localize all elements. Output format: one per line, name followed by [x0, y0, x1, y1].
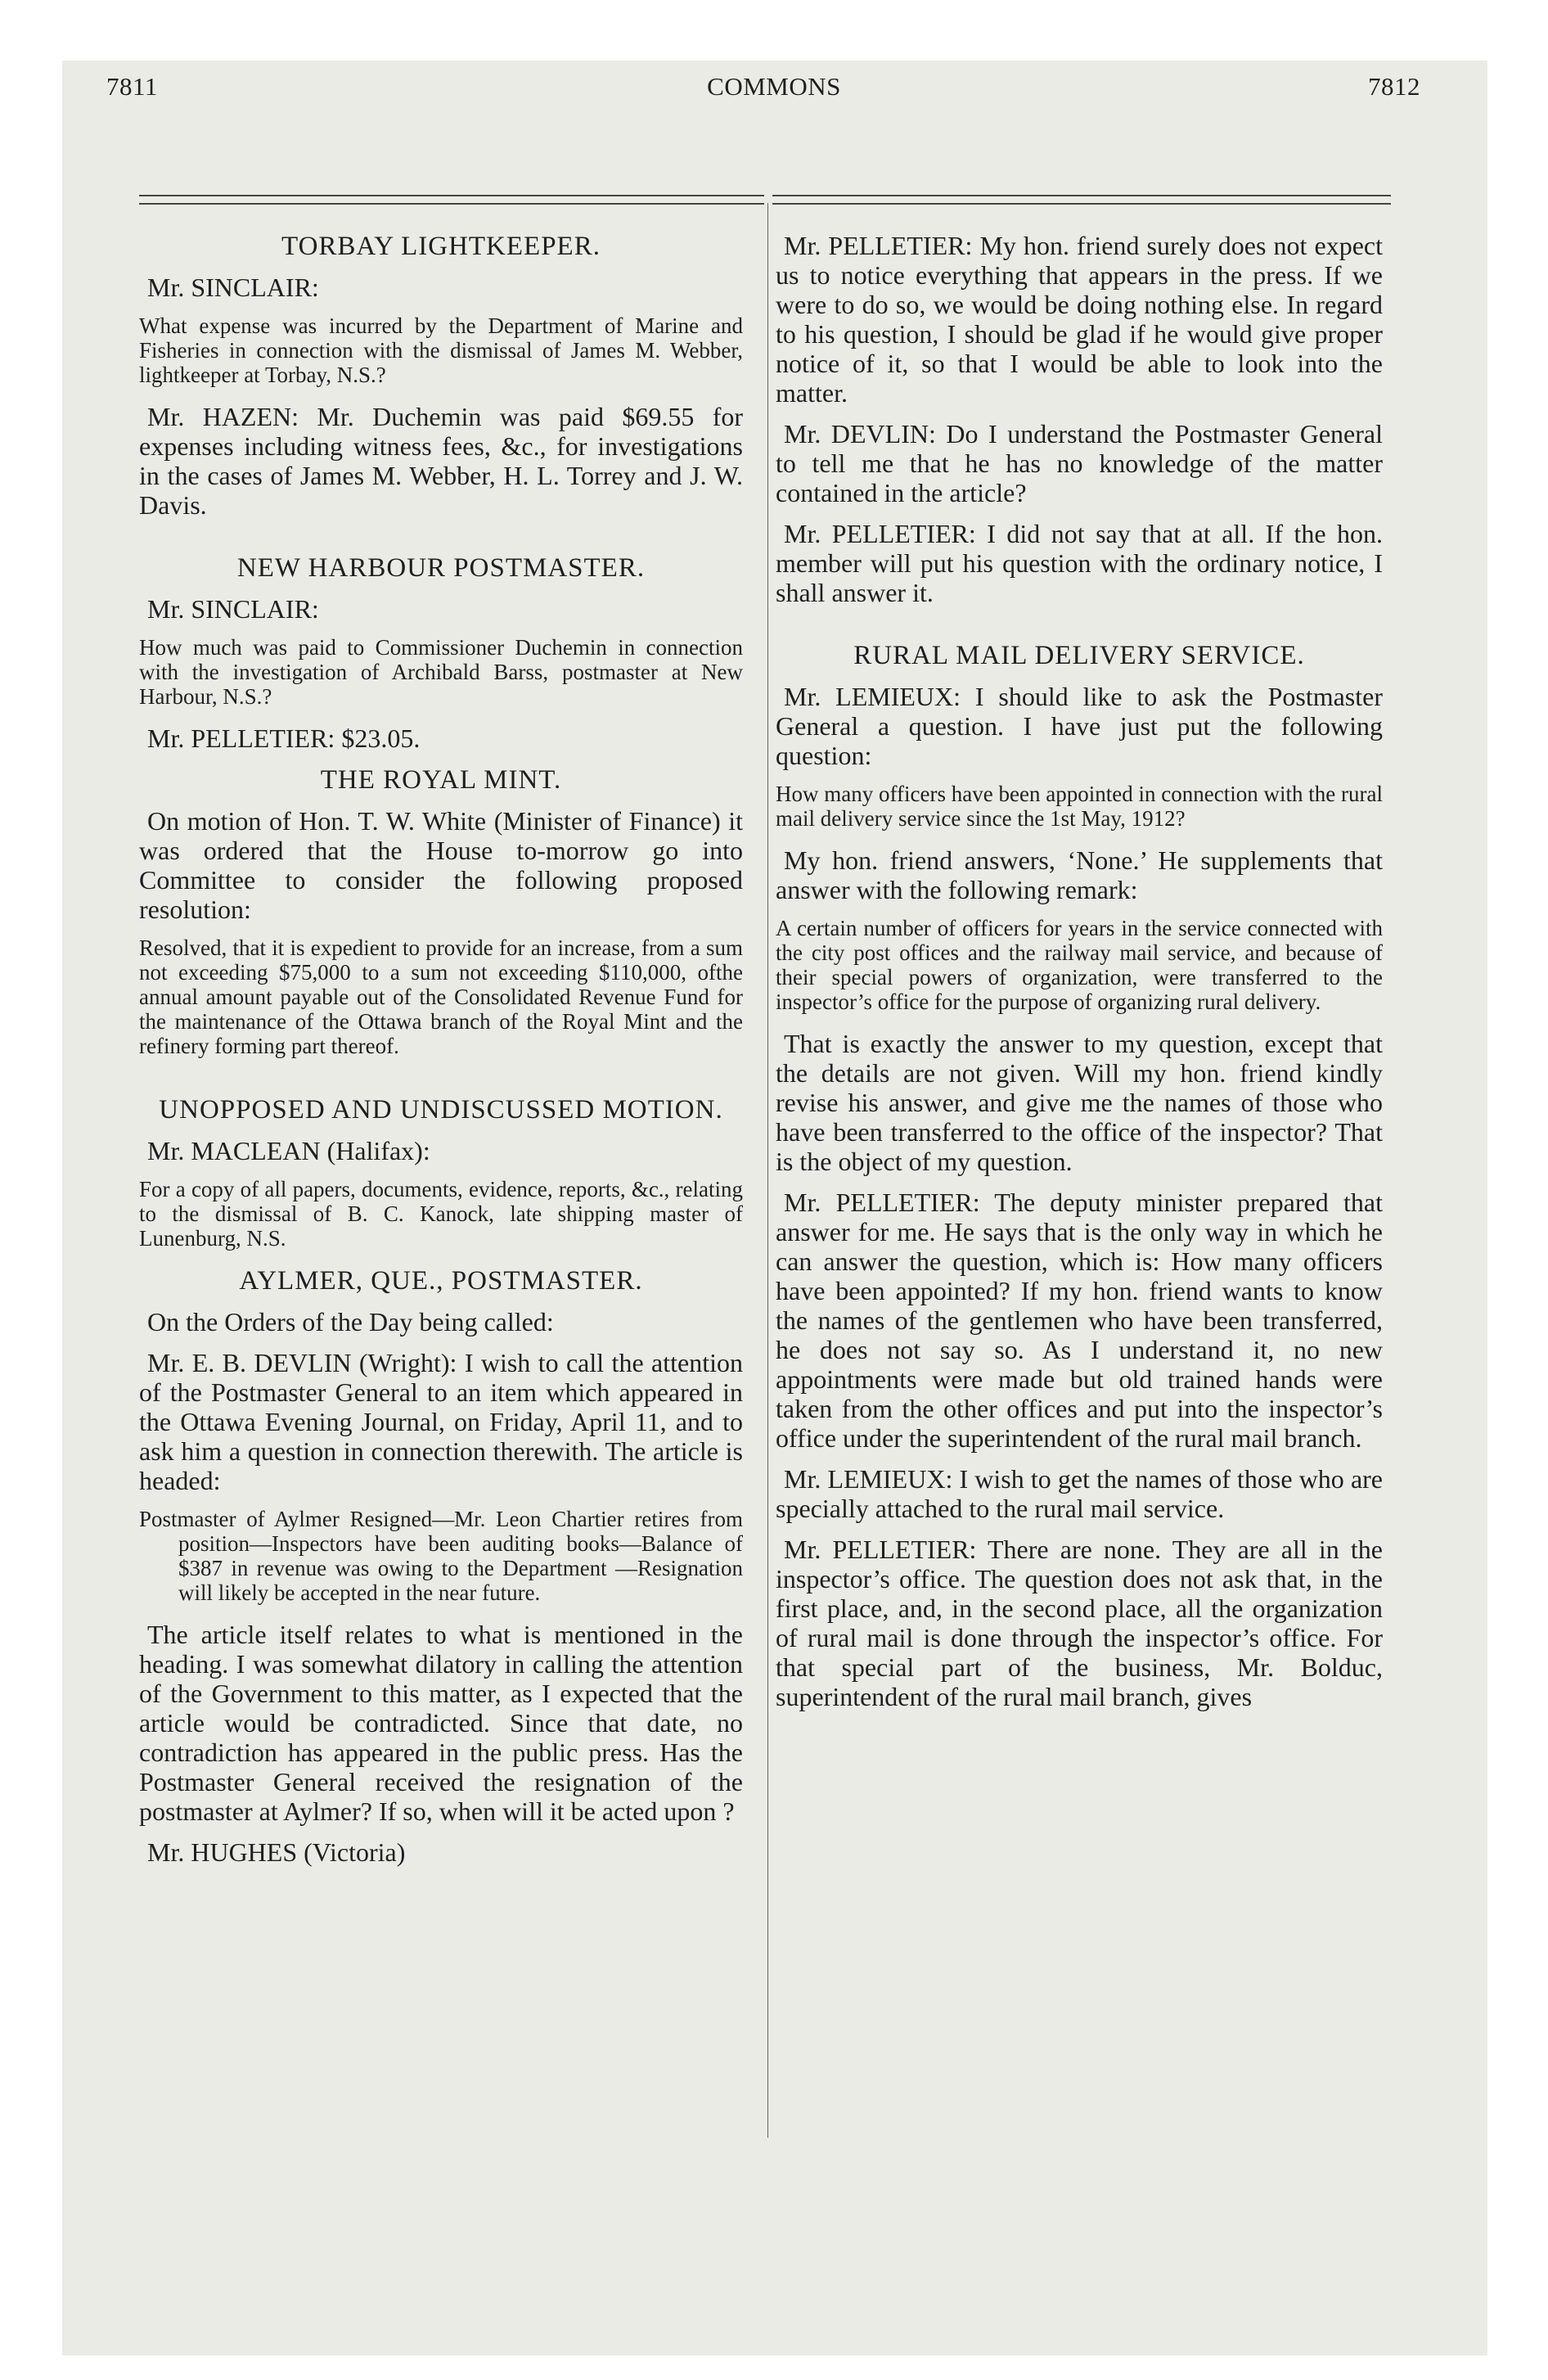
written-question: How many officers have been appointed in connection with the rural mail delivery service since the 1st May, 1912?: [776, 782, 1383, 831]
body-paragraph: Mr. PELLETIER: I did not say that at all. If the hon. member will put his question with the ordinary notice, I shall answer it.: [776, 519, 1383, 607]
body-paragraph: Mr. DEVLIN: Do I understand the Postmaster General to tell me that he has no knowledge of the matter contained in the article?: [776, 419, 1383, 507]
body-paragraph: On the Orders of the Day being called:: [147, 1307, 554, 1336]
body-paragraph: Mr. PELLETIER: The deputy minister prepared that answer for me. He says that is the only way in which he can answer the question, which is: How many officers have been appointed? If my hon. friend wants to know the names of the gentlemen who have been transferred, he does not say so. As I understand it, no new appointments were made but old trained hands were taken from the other offices and put into the inspector’s office under the superintendent of the rural mail branch.: [776, 1188, 1383, 1453]
section-heading: RURAL MAIL DELIVERY SERVICE.: [853, 641, 1305, 670]
header-rule: [772, 203, 1391, 205]
section-heading: AYLMER, QUE., POSTMASTER.: [239, 1266, 643, 1296]
written-question: How much was paid to Commissioner Duchemin in connection with the investigation of Archibald Barss, postmaster at New Harbour, N.S.?: [139, 635, 743, 709]
quoted-remark: A certain number of officers for years in the service connected with the city post offices and the railway mail service, and because of their special powers of organization, were transferred to the inspector’s office for the purpose of organizing rural delivery.: [776, 916, 1383, 1014]
body-paragraph: Mr. E. B. DEVLIN (Wright): I wish to call the attention of the Postmaster General to an item which appeared in the Ottawa Evening Journal, on Friday, April 11, and to ask him a question in connection therewith. The article is headed:: [139, 1348, 743, 1495]
column-divider: [767, 203, 768, 2138]
running-header-title: COMMONS: [707, 72, 841, 101]
body-paragraph: Mr. PELLETIER: There are none. They are all in the inspector’s office. The question does not ask that, in the first place, and, in the second place, all the organization of rural mail is done through the inspector’s office. For that special part of the business, Mr. Bolduc, superintendent of the rural mail branch, gives: [776, 1535, 1383, 1711]
left-column: [139, 231, 743, 1878]
speaker-line: Mr. SINCLAIR:: [147, 594, 319, 624]
section-heading: UNOPPOSED AND UNDISCUSSED MOTION.: [159, 1095, 723, 1125]
body-paragraph: Mr. LEMIEUX: I should like to ask the Postmaster General a question. I have just put the following question:: [776, 682, 1383, 770]
page-number-right: 7812: [1368, 72, 1420, 101]
right-column: [776, 231, 1383, 1723]
body-paragraph: Mr. PELLETIER: My hon. friend surely does not expect us to notice everything that appears in the press. If we were to do so, we would be doing nothing else. In regard to his question, I should be glad if he would give proper notice of it, so that I would be able to look into the matter.: [776, 231, 1383, 408]
section-heading: TORBAY LIGHTKEEPER.: [281, 232, 601, 261]
answer-paragraph: Mr. HAZEN: Mr. Duchemin was paid $69.55 for expenses including witness fees, &c., for investigations in the cases of James M. Webber, H. L. Torrey and J. W. Davis.: [139, 402, 743, 520]
body-paragraph: Mr. LEMIEUX: I wish to get the names of those who are specially attached to the rural mail service.: [776, 1464, 1383, 1523]
section-heading: NEW HARBOUR POSTMASTER.: [236, 553, 646, 583]
header-rule: [772, 195, 1391, 196]
speaker-line: Mr. HUGHES (Victoria): [147, 1837, 406, 1867]
header-rule: [139, 195, 764, 196]
body-paragraph: That is exactly the answer to my question, except that the details are not given. Will my hon. friend kindly revise his answer, and give me the names of those who have been transferred to the office of the inspector? That is the object of my question.: [776, 1029, 1383, 1176]
speaker-line: Mr. SINCLAIR:: [147, 273, 319, 302]
body-paragraph: On motion of Hon. T. W. White (Minister of Finance) it was ordered that the House to-morrow go into Committee to consider the following proposed resolution:: [139, 806, 743, 924]
page-number-left: 7811: [106, 72, 158, 101]
written-question: What expense was incurred by the Department of Marine and Fisheries in connection with the dismissal of James M. Webber, lightkeeper at Torbay, N.S.?: [139, 313, 743, 387]
quoted-headline: Postmaster of Aylmer Resigned—Mr. Leon Chartier retires from position—Inspectors have been auditing books—Balance of $387 in revenue was owing to the Department —Resignation will likely be accepted in the near future.: [139, 1507, 743, 1605]
header-rule: [139, 203, 764, 205]
speaker-line: Mr. MACLEAN (Halifax):: [147, 1136, 430, 1165]
section-heading: THE ROYAL MINT.: [320, 765, 562, 795]
resolution-text: Resolved, that it is expedient to provide for an increase, from a sum not exceeding $75,000 to a sum not exceeding $110,000, ofthe annual amount payable out of the Consolidated Revenue Fund for the maintenance of the Ottawa branch of the Royal Mint and the refinery forming part thereof.: [139, 935, 743, 1058]
body-paragraph: The article itself relates to what is mentioned in the heading. I was somewhat dilatory in calling the attention of the Government to this matter, as I expected that the article would be contradicted. Since that date, no contradiction has appeared in the public press. Has the Postmaster General received the resignation of the postmaster at Aylmer? If so, when will it be acted upon ?: [139, 1620, 743, 1826]
answer-paragraph: Mr. PELLETIER: $23.05.: [147, 723, 421, 753]
motion-text: For a copy of all papers, documents, evidence, reports, &c., relating to the dismissal of B. C. Kanock, late shipping master of Lunenburg, N.S.: [139, 1177, 743, 1251]
body-paragraph: My hon. friend answers, ‘None.’ He supplements that answer with the following remark:: [776, 845, 1383, 904]
